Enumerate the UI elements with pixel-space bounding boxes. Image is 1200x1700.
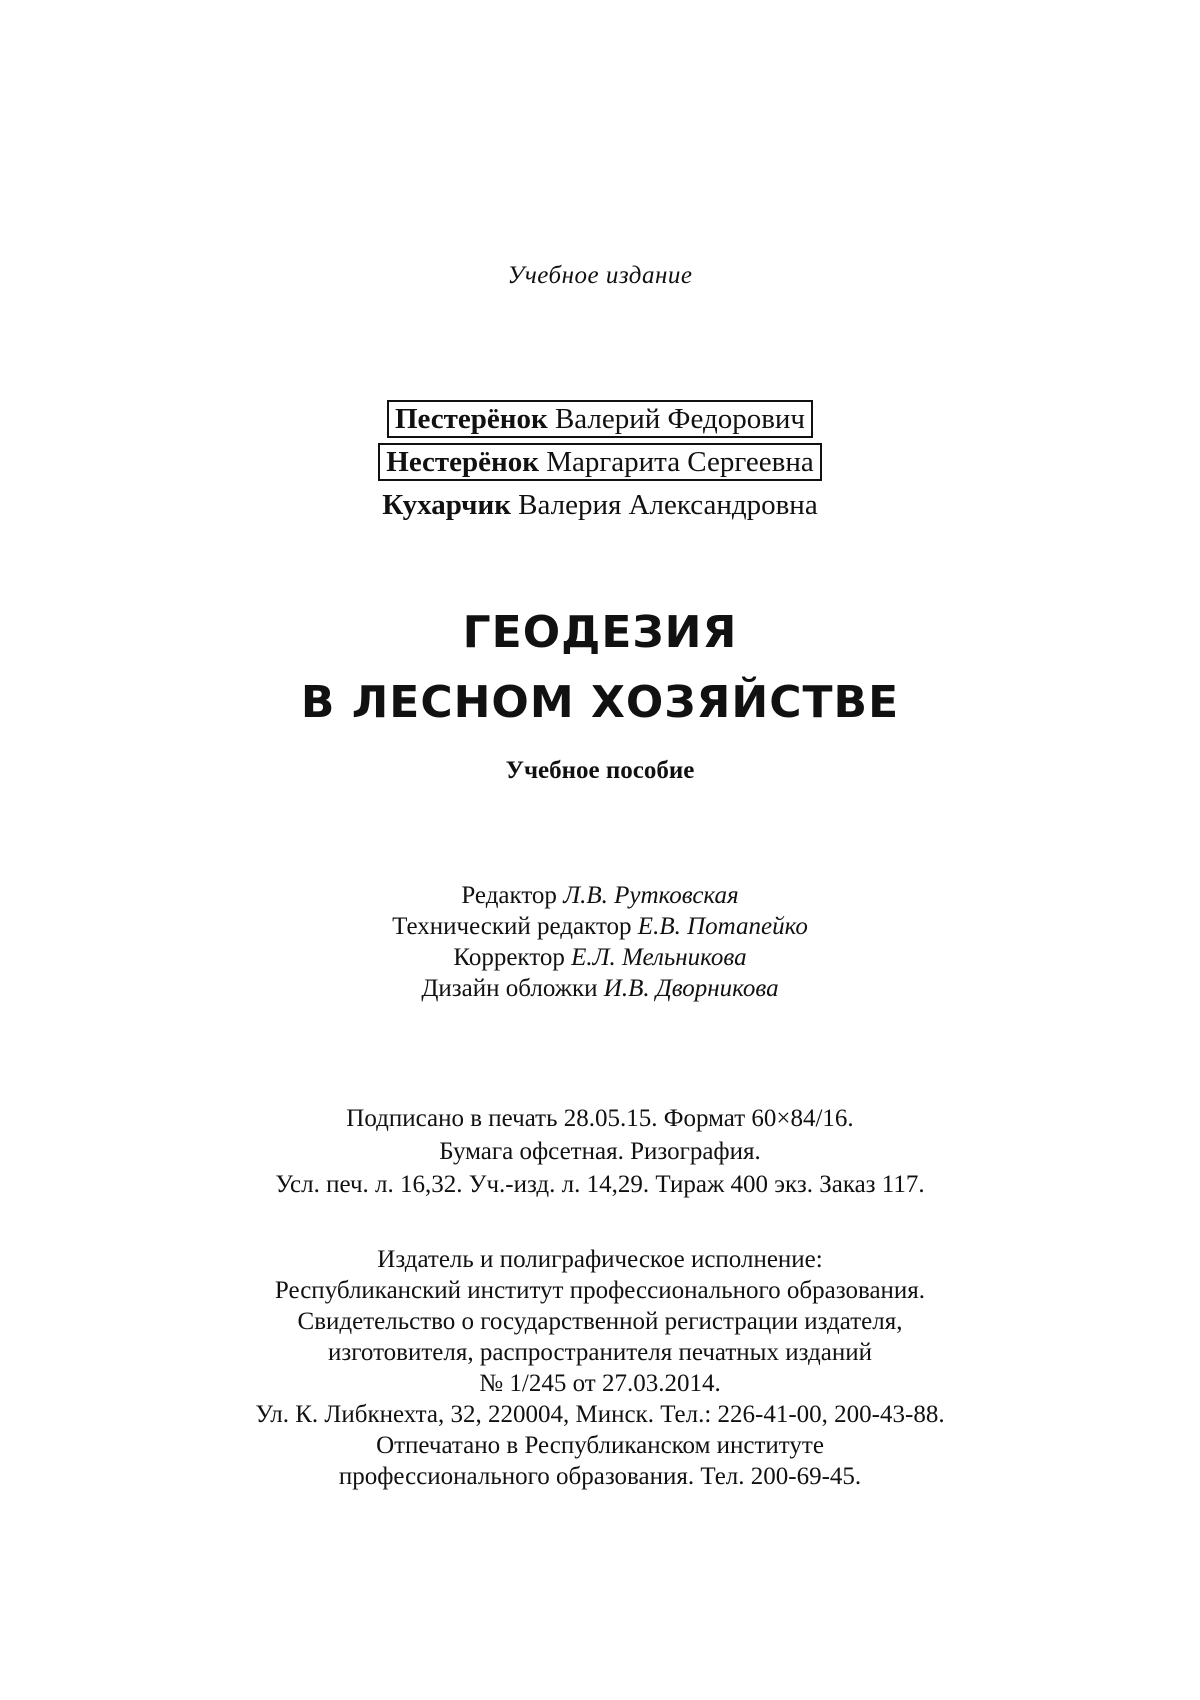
author-given-name: Валерия Александровна — [518, 489, 818, 521]
staff-name: И.В. Дворникова — [603, 975, 779, 1002]
author-surname: Нестерёнок — [386, 446, 539, 478]
book-title-line-2: В ЛЕСНОМ ХОЗЯЙСТВЕ — [300, 677, 900, 728]
staff-name: Е.В. Потапейко — [637, 913, 808, 940]
staff-name: Л.В. Рутковская — [563, 882, 739, 909]
authors-block — [0, 398, 1200, 527]
publisher-line: Свидетельство о государственной регистрации издателя, — [297, 1308, 903, 1335]
staff-line — [0, 911, 1200, 942]
publisher-line: № 1/245 от 27.03.2014. — [479, 1370, 721, 1397]
edition-type: Учебное издание — [507, 262, 693, 289]
staff-line — [0, 942, 1200, 973]
author-name — [374, 488, 825, 522]
print-info-line: Бумага офсетная. Ризография. — [439, 1138, 761, 1165]
author-surname: Пестерёнок — [394, 403, 548, 435]
staff-name: Е.Л. Мельникова — [571, 944, 747, 971]
staff-role: Технический редактор — [392, 913, 632, 940]
book-title — [0, 598, 1200, 738]
staff-role: Дизайн обложки — [421, 975, 598, 1002]
editorial-staff — [0, 880, 1200, 1004]
author-given-name: Маргарита Сергеевна — [546, 446, 814, 478]
publisher-info — [0, 1244, 1200, 1492]
publisher-line: Отпечатано в Республиканском институте — [376, 1432, 824, 1459]
staff-line — [0, 880, 1200, 911]
author-line — [0, 441, 1200, 484]
print-info — [0, 1102, 1200, 1201]
author-name-boxed — [387, 400, 813, 438]
publisher-line: Ул. К. Либкнехта, 32, 220004, Минск. Тел.: 226-41-00, 200-43-88. — [255, 1401, 945, 1428]
publisher-line: профессионального образования. Тел. 200-69-45. — [338, 1463, 862, 1490]
book-subtitle: Учебное пособие — [505, 757, 695, 784]
staff-role: Редактор — [461, 882, 557, 909]
author-line — [0, 484, 1200, 527]
print-info-line: Подписано в печать 28.05.15. Формат 60×84/16. — [346, 1105, 854, 1132]
author-surname: Кухарчик — [382, 489, 511, 521]
author-line — [0, 398, 1200, 441]
book-title-line-1: ГЕОДЕЗИЯ — [462, 607, 738, 658]
publisher-line: Республиканский институт профессионального образования. — [274, 1277, 926, 1304]
staff-line — [0, 973, 1200, 1004]
print-info-line: Усл. печ. л. 16,32. Уч.-изд. л. 14,29. Тираж 400 экз. Заказ 117. — [275, 1171, 925, 1198]
publisher-line: Издатель и полиграфическое исполнение: — [377, 1246, 823, 1273]
publisher-line: изготовителя, распространителя печатных изданий — [328, 1339, 872, 1366]
author-given-name: Валерий Федорович — [554, 403, 805, 435]
staff-role: Корректор — [453, 944, 565, 971]
author-name-boxed — [378, 443, 821, 481]
